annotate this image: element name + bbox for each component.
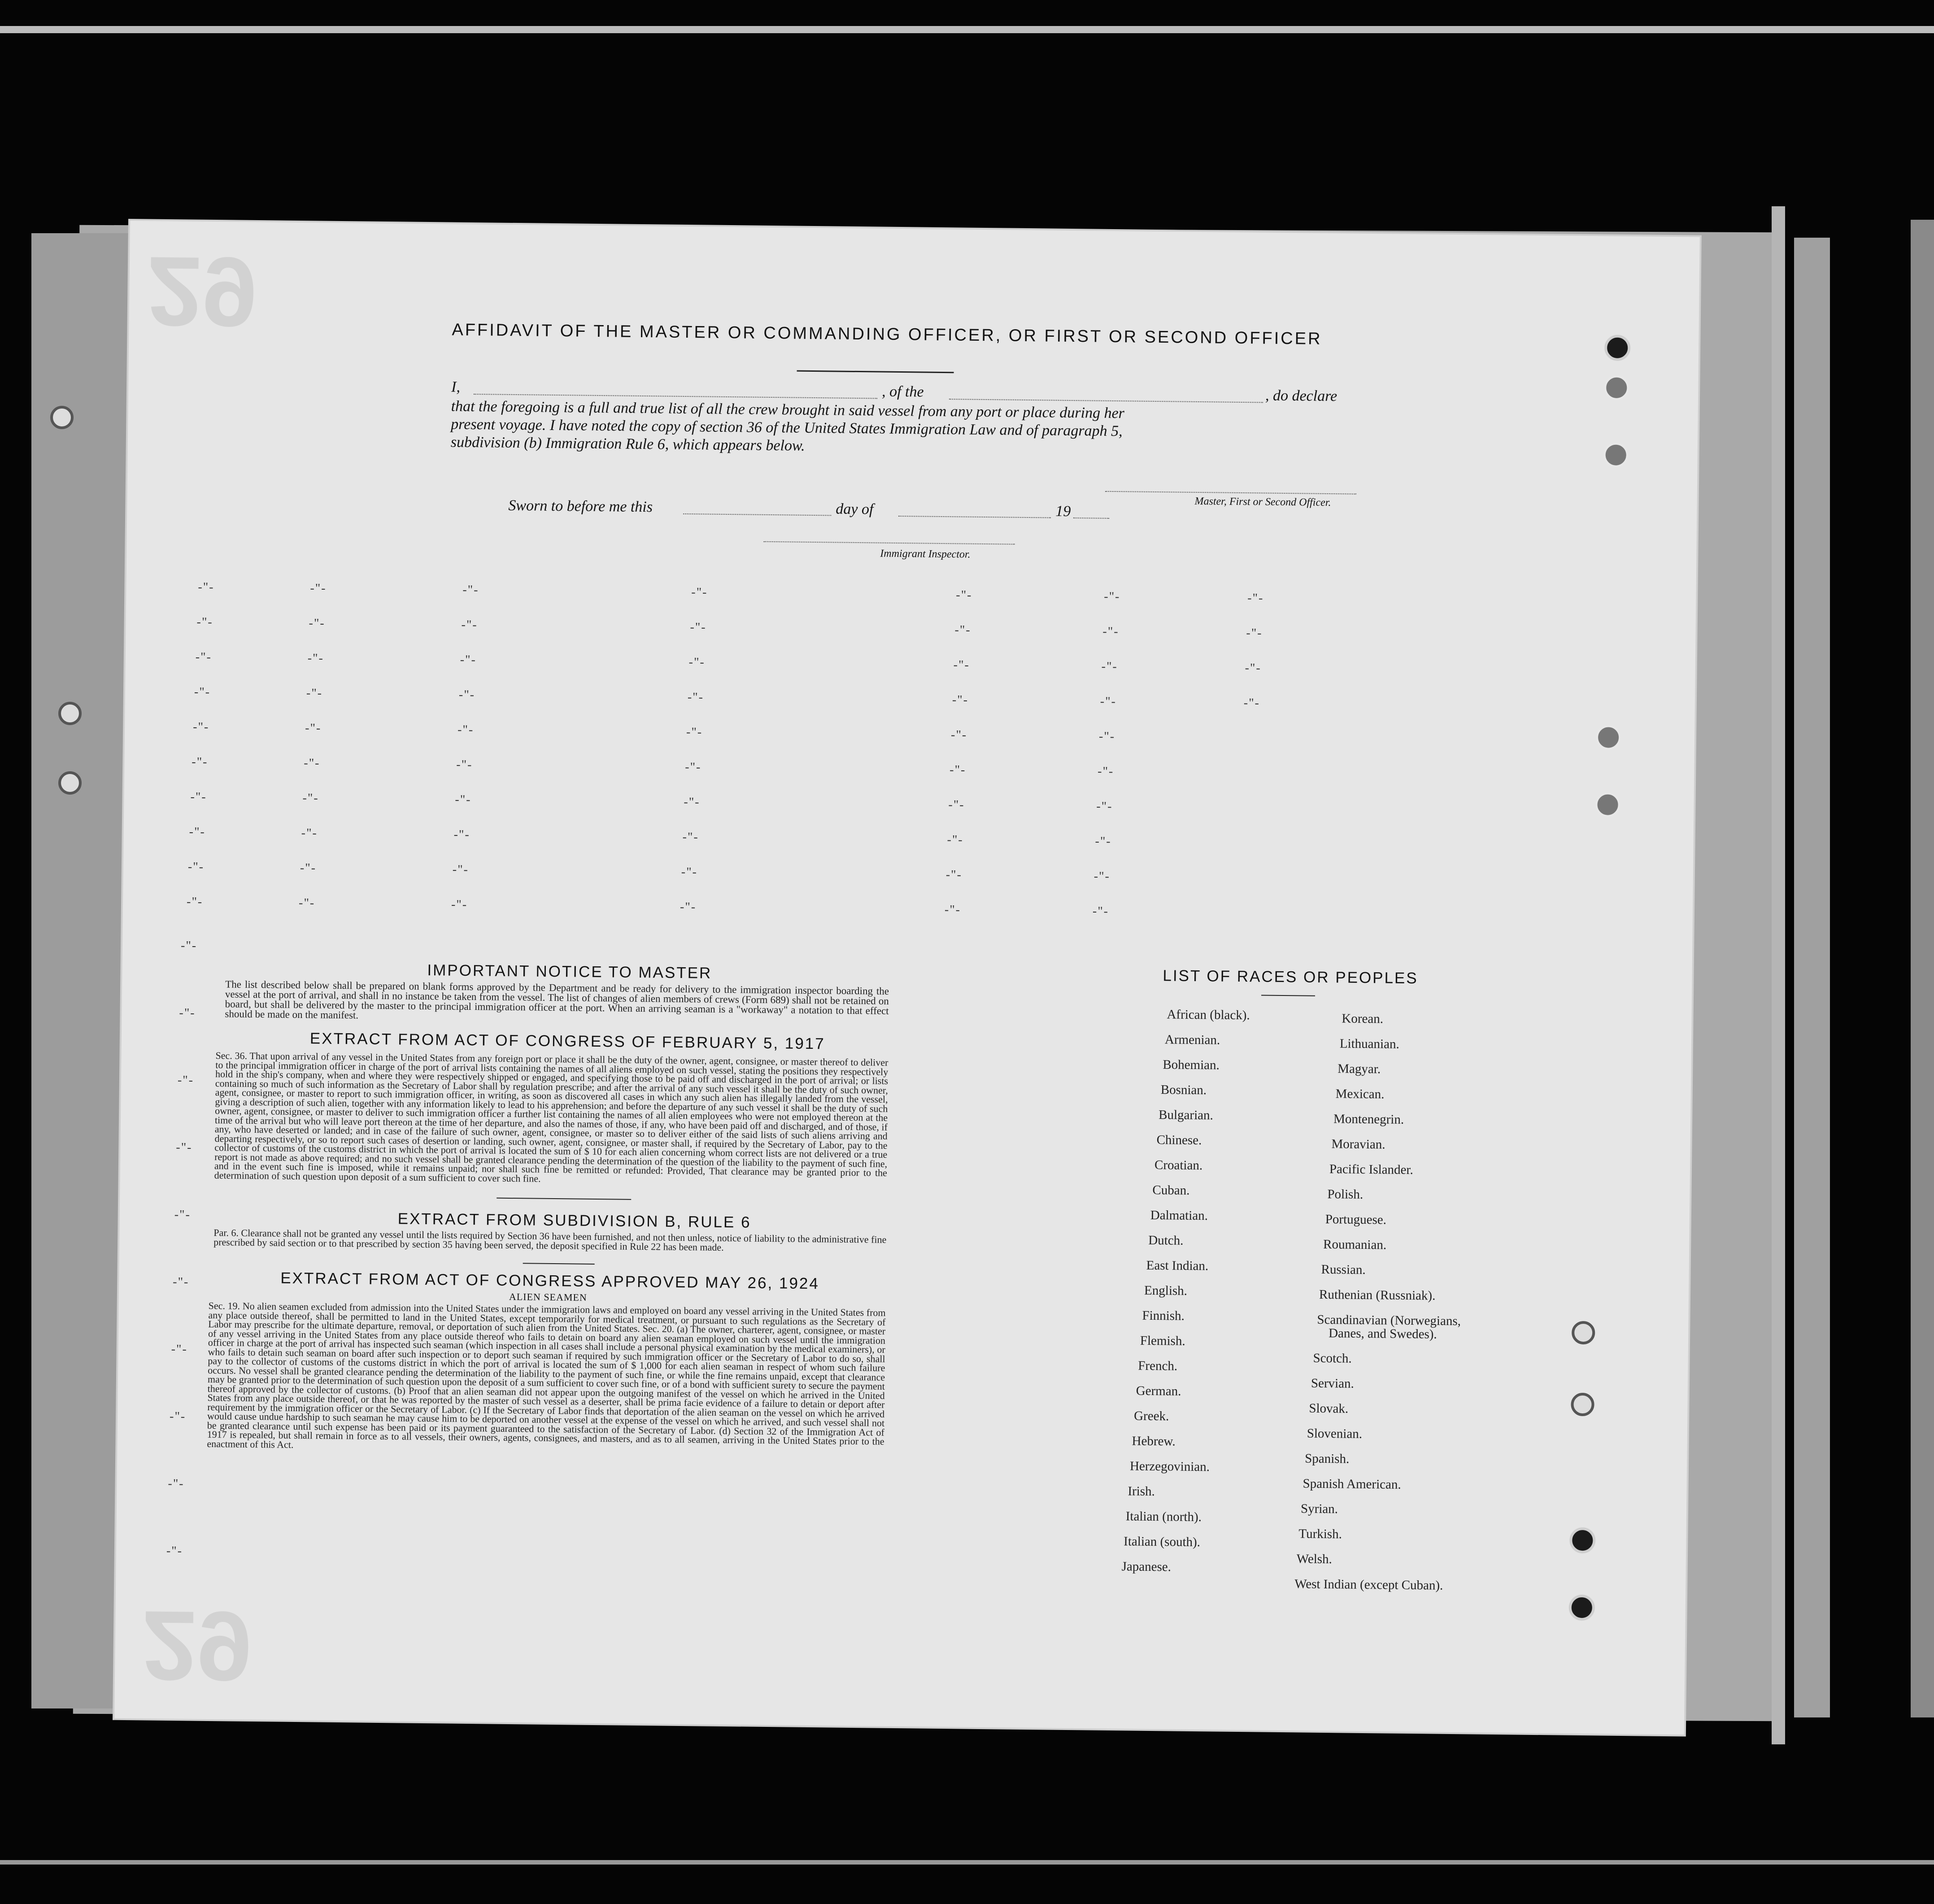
ditto-mark: -"- (1245, 661, 1261, 675)
race-item: Pacific Islander. (1329, 1162, 1413, 1178)
ditto-mark: -"- (171, 1342, 187, 1356)
race-item: Chinese. (1156, 1133, 1202, 1148)
binder-hole (1571, 1393, 1594, 1417)
binder-hole (1595, 792, 1620, 817)
race-item: Servian. (1311, 1376, 1354, 1391)
race-item: German. (1136, 1383, 1181, 1399)
race-item: Scotch. (1313, 1351, 1352, 1366)
race-item: Cuban. (1152, 1182, 1190, 1198)
binder-hole (50, 406, 74, 429)
affidavit-line4: subdivision (b) Immigration Rule 6, which appears below. (450, 434, 805, 454)
ditto-mark: -"- (1104, 589, 1120, 604)
race-item: Syrian. (1300, 1501, 1338, 1517)
ditto-mark: -"- (460, 652, 477, 667)
ditto-mark: -"- (179, 1006, 196, 1020)
ditto-mark: -"- (301, 826, 318, 840)
binder-hole (1568, 1595, 1595, 1621)
year-prefix: 19 (1055, 503, 1071, 520)
ditto-mark: -"- (462, 583, 479, 597)
ditto-mark: -"- (1093, 869, 1111, 883)
race-item: Italian (north). (1125, 1509, 1202, 1525)
race-item: Italian (south). (1124, 1534, 1201, 1550)
rule6-text: Par. 6. Clearance shall not be granted any vessel until the lists required by Section 36 have been furnished, and not then unless, notice of liability to the administrative fine prescribed by said section or to that prescribed by section 35 having been served, the deposit specified in Rule 22 has been made. (213, 1227, 887, 1253)
race-item: Greek. (1134, 1408, 1169, 1424)
ditto-mark: -"- (192, 755, 208, 769)
race-item: Spanish American. (1302, 1476, 1401, 1492)
binder-hole (1572, 1321, 1595, 1345)
ditto-mark: -"- (457, 722, 474, 737)
race-item: East Indian. (1146, 1258, 1209, 1274)
ditto-mark: -"- (944, 903, 961, 917)
race-item: Bulgarian. (1159, 1108, 1214, 1123)
race-item: Danes, and Swedes). (1328, 1326, 1437, 1342)
ditto-mark: -"- (688, 655, 705, 669)
section-rule (497, 1198, 631, 1200)
ditto-mark: -"- (304, 756, 320, 770)
ditto-mark: -"- (1095, 834, 1111, 848)
inspector-signature-line[interactable] (764, 541, 1015, 545)
ditto-mark: -"- (945, 868, 963, 882)
race-item: Armenian. (1164, 1032, 1220, 1048)
ditto-mark: -"- (1102, 624, 1119, 639)
ditto-mark: -"- (686, 725, 703, 739)
day-of-text: day of (836, 500, 874, 518)
ditto-mark: -"- (956, 588, 972, 602)
notice-text: The list described below shall be prepared on blank forms approved by the Department and be ready for delivery to the immigration inspector boarding the vessel at the port of arrival, and shall in no instance be taken from the vessel. The list of changes of alien members of crews (Form 689) shall not be retained on board, but shall be delivered by the master to the principal immigration officer at the port. When an arriving seaman is a "workaway" a notation to that effect should be made on the manifest. (225, 978, 889, 1021)
ditto-mark: -"- (461, 617, 478, 632)
ditto-mark: -"- (1100, 694, 1117, 709)
race-item: English. (1144, 1283, 1188, 1298)
master-signature-label: Master, First or Second Officer. (1194, 495, 1331, 509)
ditto-mark: -"- (451, 897, 468, 912)
race-item: Dalmatian. (1150, 1208, 1208, 1223)
race-item: Hebrew. (1132, 1434, 1176, 1449)
affidavit-of-the: , of the (881, 383, 924, 400)
ditto-mark: -"- (176, 1140, 192, 1155)
far-right-page-edge (1911, 220, 1934, 1717)
ditto-mark: -"- (1096, 799, 1113, 814)
ditto-mark: -"- (456, 757, 473, 772)
ditto-mark: -"- (168, 1477, 184, 1491)
race-item: Dutch. (1148, 1233, 1184, 1248)
race-item: Flemish. (1140, 1333, 1185, 1348)
ditto-mark: -"- (166, 1544, 183, 1558)
ditto-mark: -"- (298, 896, 315, 910)
ditto-mark: -"- (196, 615, 213, 629)
act1924-text: Sec. 19. No alien seamen excluded from admission into the United States under the immigration laws and employed on board any vessel arriving in the United States from any place outside thereof, shall be permitted to land in the United States, except temporarily for medical treatment, or pursuant to such regulations as the Secretary of Labor may prescribe for the ultimate departure, removal, or deportation of such alien from the United States. Sec. 20. (a) The owner, charterer, agent, consignee, or master of any vessel arriving in the United States from any place outside thereof who fails to detain on board any alien seaman employed on such vessel until the immigration officer in charge at the port of arrival has inspected such seaman (which inspection in all cases shall include a personal physical examination by the medical examiners), or who fails to detain such seaman on board after such inspection or to deport such seaman if required by such immigration officer or the Secretary of Labor to do so, shall pay to the collector of customs of the customs district in which the port of arrival is located the sum of $ 1,000 for each alien seaman in respect of whom such failure occurs. No vessel shall be granted clearance pending the determination of the liability to the payment of such fine, or while the fine remains unpaid, except that clearance may be granted prior to the determination of such question upon the deposit of a sum sufficient to cover such fine, or of a bond with sufficient surety to secure the payment thereof approved by the collector of customs. (b) Proof that an alien seaman did not appear upon the outgoing manifest of the vessel on which he arrived in the United States from any place outside thereof, or that he was reported by the master of such vessel as a deserter, shall be prima facie evidence of a failure to detain or deport after requirement by the immigration officer or the Secretary of Labor. (c) If the Secretary of Labor finds that deportation of the alien seaman on the vessel on which he arrived would cause undue hardship to such seaman he may cause him to be deported on another vessel at the expense of the vessel on which he arrived, and such vessel shall not be granted clearance until such expense has been paid or its payment guaranteed to the satisfaction of the Secretary of Labor. (d) Section 32 of the Immigration Act of 1917 is repealed, but shall remain in force as to all vessels, their owners, agents, consignees, and masters, and as to all seamen, arriving in the United States prior to the enactment of this Act. (207, 1300, 886, 1450)
ditto-mark: -"- (953, 658, 970, 672)
ditto-mark: -"- (682, 830, 699, 844)
sworn-day-blank[interactable] (683, 513, 831, 516)
race-item: Roumanian. (1323, 1237, 1387, 1252)
ditto-mark: -"- (685, 760, 701, 774)
race-item: Croatian. (1154, 1158, 1203, 1173)
race-item: Moravian. (1331, 1137, 1385, 1152)
ditto-mark: -"- (691, 585, 708, 600)
race-item: Portuguese. (1325, 1212, 1387, 1227)
race-item: Slovenian. (1307, 1426, 1363, 1441)
race-item: African (black). (1167, 1007, 1250, 1023)
binder-hole (1569, 1527, 1596, 1554)
ditto-mark: -"- (1246, 626, 1263, 640)
ditto-mark: -"- (195, 650, 212, 664)
ditto-mark: -"- (684, 795, 700, 809)
section-rule (523, 1263, 595, 1265)
ditto-mark: -"- (950, 728, 967, 742)
race-item: Herzegovinian. (1129, 1459, 1210, 1474)
race-item: West Indian (except Cuban). (1294, 1577, 1443, 1593)
affidavit-line2: that the foregoing is a full and true list of all the crew brought in said vessel from any port or place during her (451, 398, 1125, 422)
race-item: Scandinavian (Norwegians, (1317, 1312, 1461, 1329)
race-item: Welsh. (1296, 1552, 1333, 1567)
affidavit-title: AFFIDAVIT OF THE MASTER OR COMMANDING OFFICER, OR FIRST OR SECOND OFFICER (452, 320, 1322, 348)
ditto-mark: -"- (186, 895, 203, 909)
ditto-mark: -"- (1247, 591, 1264, 605)
ditto-mark: -"- (453, 827, 470, 842)
race-item: Mexican. (1335, 1087, 1385, 1102)
top-border-line (0, 26, 1934, 33)
act1917-title: EXTRACT FROM ACT OF CONGRESS OF FEBRUARY 5, 1917 (309, 1030, 825, 1053)
ditto-mark: -"- (1092, 904, 1109, 918)
race-item: Turkish. (1298, 1526, 1342, 1542)
act1924-subtitle: ALIEN SEAMEN (509, 1291, 587, 1303)
ditto-mark: -"- (952, 693, 969, 707)
ditto-mark: -"- (307, 651, 324, 665)
race-item: Lithuanian. (1339, 1036, 1399, 1052)
ditto-mark: -"- (302, 791, 319, 805)
race-item: Bohemian. (1163, 1057, 1220, 1073)
race-item: Spanish. (1305, 1451, 1350, 1466)
affidavit-declare: , do declare (1265, 387, 1337, 405)
inspector-signature-label: Immigrant Inspector. (880, 548, 971, 561)
title-rule (797, 370, 954, 374)
race-item: Irish. (1128, 1484, 1155, 1499)
ditto-mark: -"- (187, 860, 205, 874)
races-title: LIST OF RACES OR PEOPLES (1163, 967, 1418, 987)
sworn-text: Sworn to before me this (508, 497, 653, 516)
affidavit-page (114, 221, 1700, 1734)
binder-hole (1604, 375, 1629, 400)
races-rule (1261, 995, 1315, 996)
ditto-mark: -"- (687, 690, 704, 704)
ditto-mark: -"- (169, 1409, 186, 1424)
ditto-mark: -"- (310, 581, 327, 596)
ditto-mark: -"- (309, 616, 325, 630)
race-item: Bosnian. (1160, 1082, 1207, 1098)
vessel-blank[interactable] (949, 399, 1263, 403)
ditto-mark: -"- (455, 792, 471, 807)
name-blank[interactable] (474, 394, 877, 399)
act1917-text: Sec. 36. That upon arrival of any vessel in the United States from any foreign port or place it shall be the duty of the owner, agent, consignee, or master thereof to deliver to the principal immigration officer in charge of the port of arrival lists containing the names of all aliens employed on such vessel, stating the positions they respectively hold in the ship's company, when and where they were respectively shipped or engaged, and specifying those to be paid off and discharged in the port of arrival; or lists containing so much of such information as the Secretary of Labor shall by regulation prescribe; and after the arrival of any such vessel it shall be the duty of such owner, agent, consignee, or master to report to such immigration officer, in writing, as soon as discovered all cases in which any such alien has illegally landed from the vessel, giving a description of such alien, together with any information likely to lead to his apprehension; and before the departure of any such vessel it shall be the duty of such owner, agent, consignee, or master to deliver to such immigration officer a further list containing the names of all alien employees who were not employed thereon at the time of the arrival but who will leave port thereon at the time of her departure, and also the names of those, if any, who have been paid off and discharged, and of those, if any, who have deserted or landed; and in case of the failure of such owner, agent, consignee, or master so to deliver either of the said lists of such aliens arriving and departing respectively, or so to report such cases of desertion or landing, such owner, agent, consignee, or master shall, if required by the Secretary of Labor, pay to the collector of customs of the customs district in which the port of arrival is located the sum of $ 10 for each alien concerning whom correct lists are not delivered or a true report is not made as above required; and no such vessel shall be granted clearance pending the determination of the question of the liability to the payment of such fine, and in the event such fine is imposed, while it remains unpaid; nor shall such fine be remitted or refunded: Provided, That clearance may be granted prior to the determination of such question upon deposit of a sum sufficient to cover such fine. (214, 1050, 889, 1184)
ditto-mark: -"- (680, 900, 697, 914)
ditto-mark: -"- (173, 1275, 189, 1289)
ditto-mark: -"- (1101, 659, 1118, 674)
binder-hole (1596, 725, 1621, 750)
ditto-mark: -"- (948, 798, 965, 812)
ditto-mark: -"- (1098, 764, 1114, 779)
rule6-title: EXTRACT FROM SUBDIVISION B, RULE 6 (397, 1210, 751, 1231)
ditto-mark: -"- (947, 833, 963, 847)
ditto-mark: -"- (174, 1208, 191, 1222)
ditto-mark: -"- (193, 720, 209, 734)
ditto-mark: -"- (300, 861, 317, 875)
page-number-show-through: 29 (147, 236, 258, 348)
right-binding-strip (1772, 206, 1785, 1744)
race-item: Finnish. (1142, 1308, 1185, 1323)
binder-hole (58, 771, 82, 795)
ditto-mark: -"- (180, 939, 197, 953)
race-item: Polish. (1327, 1187, 1363, 1202)
ditto-mark: -"- (1098, 729, 1115, 744)
ditto-mark: -"- (190, 790, 207, 804)
race-item: Russian. (1321, 1262, 1366, 1277)
affidavit-line3: present voyage. I have noted the copy of section 36 of the United States Immigration Law and of paragraph 5, (451, 416, 1123, 440)
ditto-mark: -"- (690, 620, 706, 635)
race-item: Magyar. (1337, 1061, 1381, 1077)
master-signature-line[interactable] (1105, 491, 1356, 495)
sworn-month-blank[interactable] (898, 516, 1051, 518)
affidavit-i: I, (451, 378, 461, 396)
year-blank[interactable] (1073, 517, 1109, 519)
ditto-mark: -"- (1243, 696, 1260, 710)
race-item: Korean. (1342, 1011, 1384, 1026)
ditto-mark: -"- (198, 580, 214, 595)
bottom-border-line (0, 1860, 1934, 1865)
ditto-mark: -"- (954, 623, 971, 637)
next-page-edge (1794, 238, 1830, 1717)
race-item: French. (1138, 1358, 1178, 1374)
ditto-mark: -"- (194, 685, 211, 699)
race-item: Ruthenian (Russniak). (1319, 1287, 1436, 1303)
ditto-mark: -"- (950, 763, 966, 777)
binder-hole (1603, 442, 1629, 468)
ditto-mark: -"- (189, 825, 205, 839)
race-item: Montenegrin. (1333, 1112, 1404, 1127)
ditto-mark: -"- (452, 862, 469, 877)
binder-hole (58, 702, 82, 725)
page-number-show-through: 29 (141, 1590, 253, 1702)
act1924-title: EXTRACT FROM ACT OF CONGRESS APPROVED MAY 26, 1924 (280, 1269, 820, 1293)
race-item: Japanese. (1121, 1559, 1172, 1574)
notice-title: IMPORTANT NOTICE TO MASTER (427, 961, 712, 982)
binder-hole (1604, 335, 1631, 361)
ditto-mark: -"- (305, 721, 322, 735)
ditto-mark: -"- (681, 865, 698, 879)
ditto-mark: -"- (306, 686, 323, 700)
race-item: Slovak. (1309, 1401, 1349, 1416)
ditto-mark: -"- (177, 1073, 194, 1087)
ditto-mark: -"- (458, 687, 475, 702)
